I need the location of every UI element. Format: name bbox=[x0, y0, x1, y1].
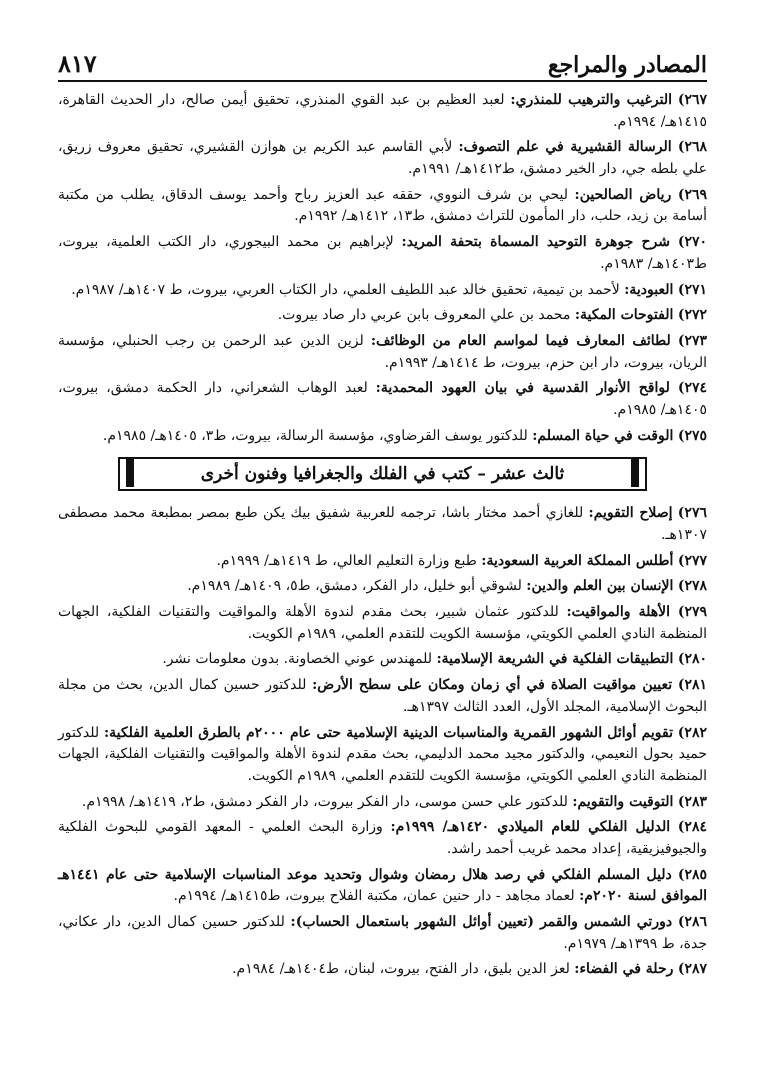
reference-details: طبع وزارة التعليم العالي، ط ١٤١٩هـ/ ١٩٩٩م. bbox=[216, 552, 482, 569]
box-corner-ornament bbox=[631, 457, 639, 487]
reference-entry bbox=[58, 649, 707, 671]
reference-details: لعبد الوهاب الشعراني، دار الحكمة دمشق، بيروت، ١٤٠٥هـ/ ١٩٨٥م. bbox=[58, 380, 707, 418]
reference-number: ٢٨٧) bbox=[677, 961, 707, 978]
reference-entry bbox=[58, 675, 707, 718]
reference-details: للدكتور عثمان شبير، بحث مقدم لندوة الأهلة والمواقيت والتقنيات الفلكية، الجهات المنظمة النادي العلمي الكويتي، مؤسسة الكويت للتقدم العلمي، ١٩٨٩م الكويت. bbox=[58, 604, 707, 642]
box-corner-ornament bbox=[126, 457, 134, 487]
reference-entry bbox=[58, 576, 707, 598]
reference-list bbox=[58, 90, 707, 447]
references-body bbox=[58, 90, 707, 1072]
reference-details: لأحمد بن تيمية، تحقيق خالد عبد اللطيف العلمي، دار الكتاب العربي، بيروت، ط ١٤٠٧هـ/ ١٩٨٧م. bbox=[71, 281, 625, 298]
reference-details: لإبراهيم بن محمد البيجوري، دار الكتب العلمية، بيروت، ط١٤٠٣هـ/ ١٩٨٣م. bbox=[58, 234, 707, 272]
reference-entry bbox=[58, 305, 707, 327]
reference-entry bbox=[58, 90, 707, 133]
reference-number: ٢٧٣) bbox=[677, 332, 707, 349]
reference-details: لعبد العظيم بن عبد القوي المنذري، تحقيق أيمن صالح، دار الحديث القاهرة، ١٤١٥هـ/ ١٩٩٤م. bbox=[58, 92, 707, 130]
reference-entry bbox=[58, 959, 707, 981]
reference-number: ٢٧٤) bbox=[677, 380, 708, 397]
reference-entry bbox=[58, 792, 707, 814]
reference-title: أطلس المملكة العربية السعودية: bbox=[481, 552, 674, 569]
reference-number: ٢٨٣) bbox=[677, 793, 707, 810]
reference-details: لزين الدين عبد الرحمن بن رجب الحنبلي، مؤسسة الريان، بيروت، دار ابن حزم، بيروت، ط ١٤١٤هـ/ ١٩٩٣م. bbox=[58, 332, 707, 371]
reference-entry bbox=[58, 551, 707, 573]
reference-number: ٢٨٤) bbox=[677, 819, 707, 836]
reference-details: لأبي القاسم عبد الكريم بن هوازن القشيري، تحقيق معروف زريق، علي بلطه جي، دار الخير دمشق، ط١٤١٢هـ/ ١٩٩١م. bbox=[58, 139, 707, 178]
reference-number: ٢٧٠) bbox=[677, 234, 707, 251]
reference-title: لواقح الأنوار القدسية في بيان العهود المحمدية: bbox=[375, 380, 670, 397]
reference-number: ٢٨٥) bbox=[677, 866, 707, 883]
running-title: المصادر والمراجع bbox=[547, 52, 707, 78]
reference-title: تقويم أوائل الشهور القمرية والمناسبات الدينية الإسلامية حتى عام ٢٠٠٠م بالطرق العلمية الفلكية: bbox=[103, 724, 673, 741]
reference-title: دورتي الشمس والقمر (تعيين أوائل الشهور باستعمال الحساب): bbox=[290, 914, 673, 930]
reference-title: رياض الصالحين: bbox=[574, 186, 672, 203]
reference-number: ٢٦٧) bbox=[677, 92, 708, 108]
reference-number: ٢٧٢) bbox=[677, 307, 707, 324]
reference-entry bbox=[58, 137, 707, 180]
reference-number: ٢٦٨) bbox=[677, 139, 708, 156]
reference-entry bbox=[58, 378, 707, 421]
reference-entry bbox=[58, 232, 707, 275]
reference-details: محمد بن علي المعروف بابن عربي دار صاد بيروت. bbox=[277, 307, 575, 324]
reference-details: ليحي بن شرف النووي، حققه عبد العزيز رباح وأحمد يوسف الدقاق، يطلب من مكتبة أسامة بن زيد، حلب، دار المأمون للتراث دمشق، ط١٣، ١٤١٢هـ/ ١٩٩٢م. bbox=[58, 186, 707, 225]
reference-entry bbox=[58, 331, 707, 374]
reference-number: ٢٦٩) bbox=[677, 186, 708, 203]
reference-details: للغازي أحمد مختار باشا، ترجمه للعربية شفيق بيك يكن طبع بمصر بمطبعة محمد مصطفى ١٣٠٧هـ. bbox=[58, 505, 707, 543]
reference-number: ٢٨٢) bbox=[677, 724, 707, 741]
reference-title: الإنسان بين العلم والدين: bbox=[526, 578, 674, 595]
reference-details: للدكتور حسين كمال الدين، دار عكاني، جدة، ط ١٣٩٩هـ/ ١٩٧٩م. bbox=[58, 914, 707, 952]
reference-entry bbox=[58, 865, 707, 908]
reference-details: للدكتور علي حسن موسى، دار الفكر بيروت، دار الفكر دمشق، ط٢، ١٤١٩هـ/ ١٩٩٨م. bbox=[81, 793, 573, 810]
reference-number: ٢٨١) bbox=[677, 677, 707, 694]
reference-title: الترغيب والترهيب للمنذري: bbox=[510, 92, 672, 108]
reference-number: ٢٧٨) bbox=[677, 578, 707, 595]
reference-entry bbox=[58, 426, 707, 448]
section-title: ثالث عشر – كتب في الفلك والجغرافيا وفنون أخرى bbox=[200, 464, 565, 485]
reference-entry bbox=[58, 280, 707, 302]
reference-title: التطبيقات الفلكية في الشريعة الإسلامية: bbox=[436, 651, 674, 668]
page-header bbox=[58, 40, 707, 82]
reference-number: ٢٧٦) bbox=[677, 505, 707, 522]
reference-details: وزارة البحث العلمي - المعهد القومي للبحوث الفلكية والجيوفيزيقية، إعداد محمد غريب أحمد راشد. bbox=[58, 819, 707, 857]
reference-number: ٢٨٦) bbox=[677, 914, 707, 930]
reference-number: ٢٧١) bbox=[677, 281, 707, 298]
reference-entry bbox=[58, 503, 707, 546]
reference-details: للمهندس عوني الخصاونة. بدون معلومات نشر. bbox=[162, 651, 437, 668]
reference-title: لطائف المعارف فيما لمواسم العام من الوظائف: bbox=[370, 332, 671, 349]
reference-details: لعماد مجاهد - دار حنين عمان، مكتبة الفلاح بيروت، ط١٤١٥هـ/ ١٩٩٤م. bbox=[173, 888, 580, 905]
reference-title: الوقت في حياة المسلم: bbox=[532, 427, 674, 444]
reference-number: ٢٧٩) bbox=[677, 604, 707, 621]
reference-title: دليل المسلم الفلكي في رصد هلال رمضان وشوال وتحديد موعد المناسبات الإسلامية حتى عام ١٤٤١هـ الموافق لسنة ٢٠٢٠م: bbox=[58, 866, 707, 905]
reference-title: الرسالة القشيرية في علم التصوف: bbox=[458, 139, 672, 156]
reference-title: الفتوحات المكية: bbox=[574, 307, 674, 324]
reference-title: شرح جوهرة التوحيد المسماة بتحفة المريد: bbox=[401, 234, 670, 251]
reference-title: التوقيت والتقويم: bbox=[572, 793, 674, 810]
reference-details: للدكتور حميد بحول النعيمي، والدكتور مجيد محمد الدليمي، بحث مقدم لندوة الأهلة والمواقيت والتقنيات الفلكية، الجهات المنظمة النادي العلمي الكويتي، مؤسسة الكويت للتقدم العلمي، ١٩٨٩م الكويت. bbox=[58, 724, 707, 784]
reference-entry bbox=[58, 602, 707, 645]
reference-number: ٢٧٥) bbox=[677, 427, 707, 444]
reference-title: رحلة في الفضاء: bbox=[574, 961, 674, 978]
page-number: ٨١٧ bbox=[58, 49, 97, 78]
reference-title: الأهلة والمواقيت: bbox=[566, 604, 671, 621]
reference-entry bbox=[58, 185, 707, 228]
reference-entry bbox=[58, 817, 707, 860]
reference-details: لعز الدين بليق، دار الفتح، بيروت، لبنان، ط١٤٠٤هـ/ ١٩٨٤م. bbox=[232, 961, 575, 978]
section-heading-box bbox=[118, 457, 647, 491]
reference-number: ٢٧٧) bbox=[677, 552, 707, 569]
reference-number: ٢٨٠) bbox=[677, 651, 707, 668]
reference-entry bbox=[58, 912, 707, 955]
reference-list bbox=[58, 503, 707, 981]
reference-details: لشوقي أبو خليل، دار الفكر، دمشق، ط٥، ١٤٠٩هـ/ ١٩٨٩م. bbox=[187, 578, 527, 595]
reference-details: للدكتور حسين كمال الدين، بحث من مجلة البحوث الإسلامية، المجلد الأول، العدد الثالث ١٣٩٧هـ. bbox=[58, 677, 707, 715]
reference-entry bbox=[58, 723, 707, 788]
reference-title: تعيين مواقيت الصلاة في أي زمان ومكان على سطح الأرض: bbox=[312, 677, 673, 694]
reference-details: للدكتور يوسف القرضاوي، مؤسسة الرسالة، بيروت، ط٣، ١٤٠٥هـ/ ١٩٨٥م. bbox=[102, 427, 533, 444]
reference-title: العبودية: bbox=[624, 281, 674, 298]
reference-title: الدليل الفلكي للعام الميلادي ١٤٢٠هـ/ ١٩٩٩م: bbox=[390, 819, 671, 836]
reference-title: إصلاح التقويم: bbox=[588, 505, 673, 522]
